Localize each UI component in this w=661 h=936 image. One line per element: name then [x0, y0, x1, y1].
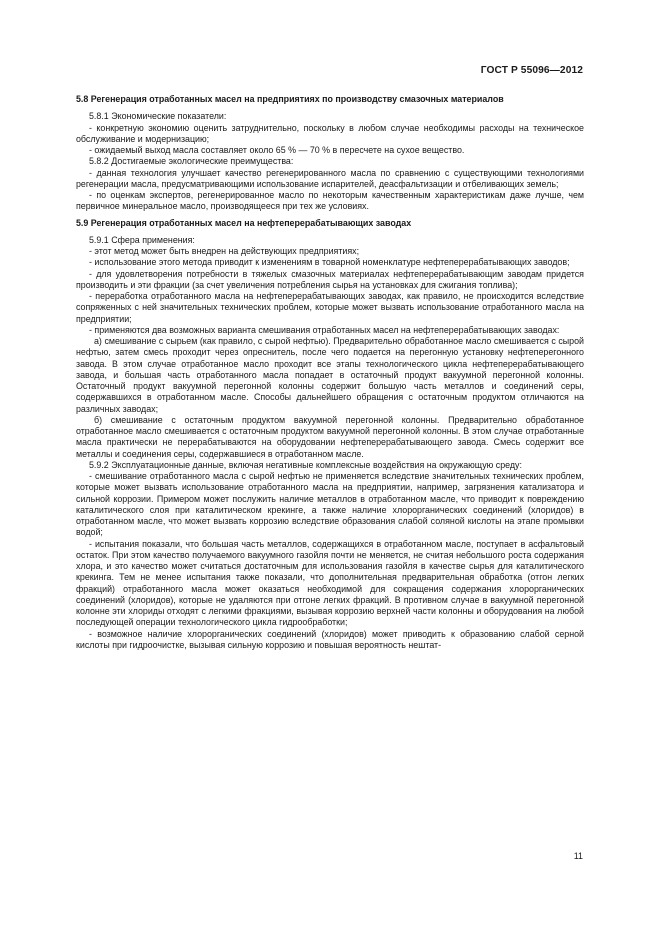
- paragraph: а) смешивание с сырьем (как правило, с сырой нефтью). Предварительно обработанное масло смешивается с сырой нефтью, затем смесь проходит через опреснитель, после чего подается на перегонную установку нефтеперегонного завода. В этом случае отработанное масло проходит все этапы технологического цикла нефтеперерабатывающего завода, и большая часть отработанного масла попадает в остаточный продукт вакуумной перегонной колонны. Остаточный продукт вакуумной перегонной колонны содержит большую часть металлов и соединений серы, содержавшихся в отработанном масле. Способы дальнейшего обращения с остаточным продуктом отличаются на различных заводах;: [76, 336, 584, 414]
- paragraph: - возможное наличие хлорорганических соединений (хлоридов) может приводить к образованию слабой серной кислоты при гидроочистке, вызывая сильную коррозию и повышая вероятность нештат-: [76, 628, 584, 650]
- paragraph: - применяются два возможных варианта смешивания отработанных масел на нефтеперерабатывающих заводах:: [89, 324, 560, 335]
- paragraph: б) смешивание с остаточным продуктом вакуумной перегонной колонны. Предварительно обработанное отработанное масло смешивается с остаточным продуктом вакуумной перегонной колонны. В этом случае отработанные масла практически не перерабатываются на оборудовании нефтеперерабатывающего завода. Смесь содержит все металлы и соединения серы, содержавшиеся в отработанном масле.: [76, 414, 584, 459]
- paragraph: 5.9.2 Эксплуатационные данные, включая негативные комплексные воздействия на окружающую среду:: [89, 459, 522, 470]
- page-number: 11: [573, 851, 583, 861]
- paragraph: - ожидаемый выход масла составляет около 65 % — 70 % в пересчете на сухое вещество.: [89, 145, 465, 155]
- section-heading-5-8: 5.8 Регенерация отработанных масел на предприятиях по производству смазочных материалов: [76, 94, 504, 104]
- paragraph: - для удовлетворения потребности в тяжелых смазочных материалах нефтеперерабатывающим заводам придется производить и эти фракции (за счет увеличения потребления сырья на установках для сжигания топлива);: [76, 268, 584, 290]
- paragraph: - смешивание отработанного масла с сырой нефтью не применяется вследствие значительных технических проблем, которые может вызвать использование отработанного масла на предприятии, например, загрязнения катализатора и сильной коррозии. Примером может послужить наличие металлов в отработанном масле, что приводит к повреждению каталитического слоя при каталитическом крекинге, а также наличие хлорорганических соединений (хлоридов) в отработанном масле, что может вызвать коррозию вследствие образования слабой соляной кислоты на этапе промывки водой;: [76, 471, 584, 538]
- paragraph: 5.8.1 Экономические показатели:: [89, 111, 227, 122]
- section-heading-5-9: 5.9 Регенерация отработанных масел на нефтеперерабатывающих заводах: [76, 217, 412, 228]
- paragraph: - конкретную экономию оценить затруднительно, поскольку в любом случае необходимы расходы на техническое обслуживание и модернизацию;: [76, 122, 584, 144]
- paragraph: - этот метод может быть внедрен на действующих предприятиях;: [89, 246, 360, 256]
- paragraph: - переработка отработанного масла на нефтеперерабатывающих заводах, как правило, не происходится вследствие сопряженных с ней значительных технических проблем, которые может вызвать использование отработанного масла на предприятии;: [76, 291, 584, 324]
- page-content: [76, 94, 584, 651]
- paragraph: - данная технология улучшает качество регенерированного масла по сравнению с существующими технологиями регенерации масла, предусматривающими использование испарителей, деасфальтизации и отбеливающих земель;: [76, 167, 584, 189]
- paragraph: - испытания показали, что большая часть металлов, содержащихся в отработанном масле, поступает в асфальтовый остаток. При этом качество получаемого вакуумного газойля почти не меняется, не считая небольшого роста содержания хлора, и это качество может считаться достаточным для использования газойля в качестве сырья для каталитического крекинга. Тем не менее испытания также показали, что дополнительная предварительная обработка (отгон легких фракций) отработанного масла может оказаться необходимой для сокращения содержания хлорорганических соединений (хлоридов), которые не удаляются при отгоне легких фракций. В противном случае в вакуумной перегонной колонне эти хлориды отходят с легкими фракциями, вызывая коррозию верхней части колонны и оборудования на любой последующей операции технологического цикла гидрообработки;: [76, 538, 584, 628]
- paragraph: - использование этого метода приводит к изменениям в товарной номенклатуре нефтеперерабатывающих заводов;: [89, 257, 570, 268]
- paragraph: 5.8.2 Достигаемые экологические преимущества:: [89, 156, 294, 167]
- document-number: ГОСТ Р 55096—2012: [480, 65, 583, 76]
- paragraph: - по оценкам экспертов, регенерированное масло по некоторым качественным характеристикам даже лучше, чем первичное минеральное масло, производящееся при тех же условиях.: [76, 190, 584, 212]
- paragraph: 5.9.1 Сфера применения:: [89, 234, 195, 245]
